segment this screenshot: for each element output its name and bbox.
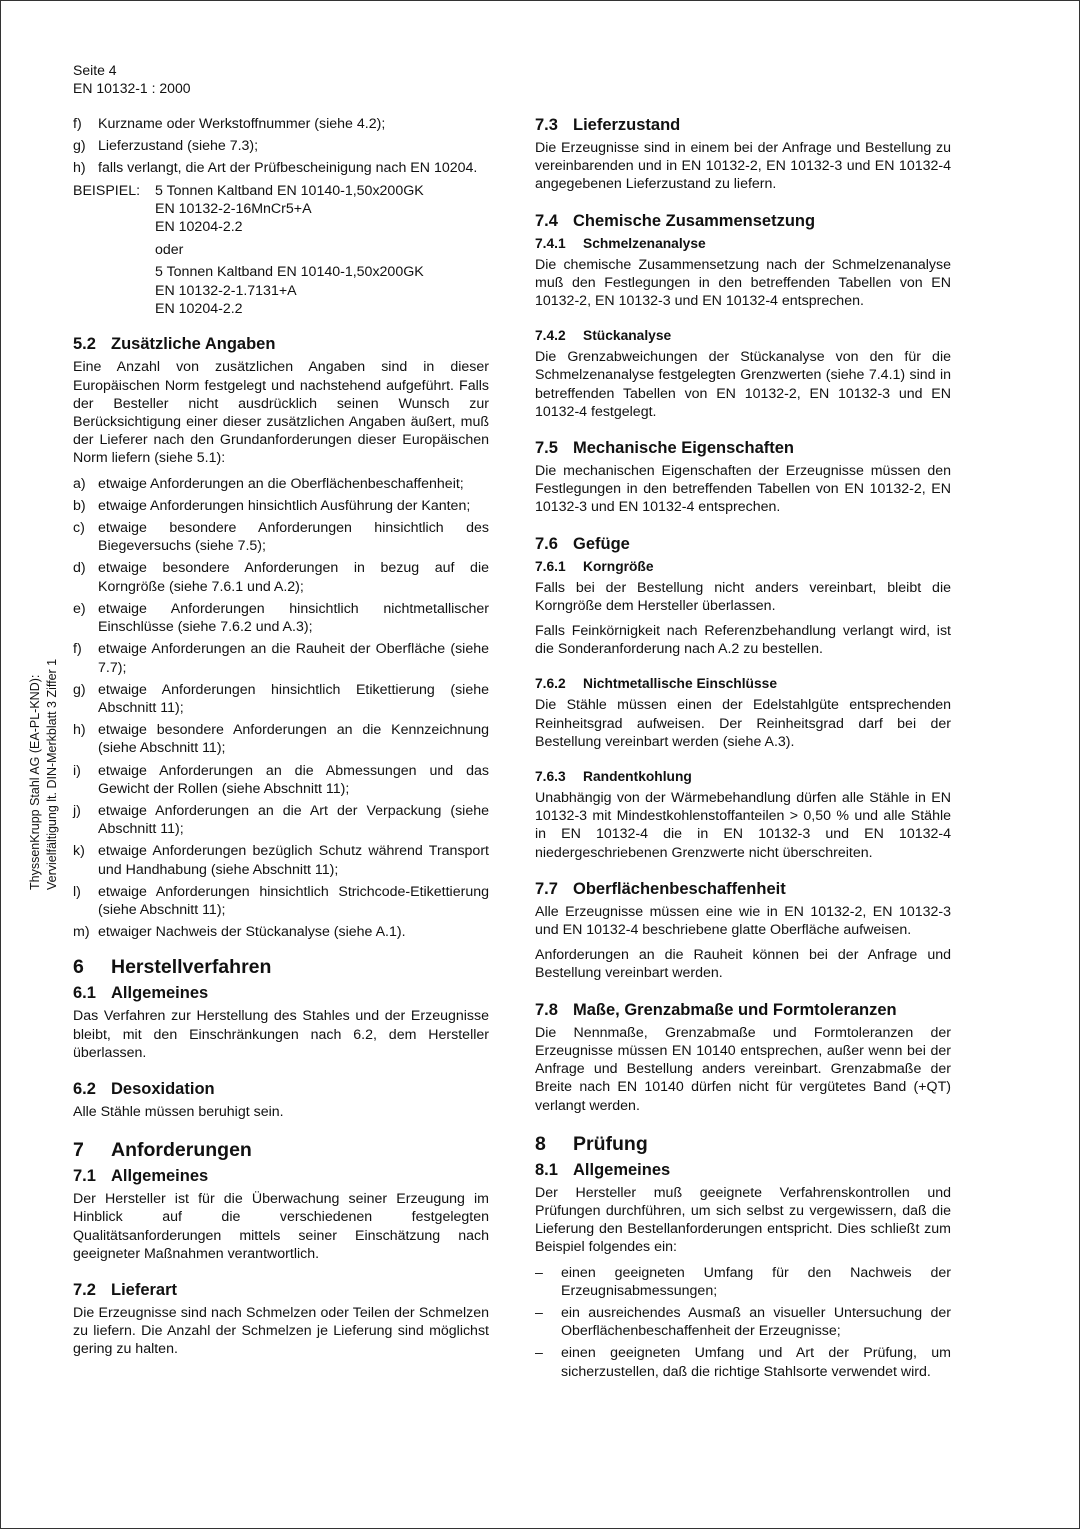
list-text: Kurzname oder Werkstoffnummer (siehe 4.2); — [98, 116, 386, 132]
section-heading-8: 8 Prüfung — [535, 1132, 648, 1155]
section-text: Die Erzeugnisse sind in einem bei der Anfrage und Bestellung zu vereinbarenden und in EN 10132-2, EN 10132-3 und EN 10132-4 angegebenen Lieferzustand zu liefern. — [535, 140, 951, 193]
section-text: Falls Feinkörnigkeit nach Referenzbehandlung verlangt wird, ist die Sonderanforderung nach A.2 zu bestellen. — [535, 623, 951, 658]
side-note-line-1: ThyssenKrupp Stahl AG (EA-PL-KND): — [28, 674, 42, 890]
list-item: m) etwaiger Nachweis der Stückanalyse (siehe A.1). — [73, 924, 406, 941]
list-marker: g) — [73, 138, 86, 155]
section-heading-5-2: 5.2 Zusätzliche Angaben — [73, 335, 276, 354]
section-text: Die Nennmaße, Grenzabmaße und Formtoleranzen der Erzeugnisse müssen EN 10140 entsprechen, außer wenn bei der Anfrage und Bestellung anders vereinbart. Grenzabmaße der Breite nach EN 10140 dürfen nicht für vergütetes Band (+QT) verlangt werden. — [535, 1024, 951, 1114]
section-heading-6-2: 6.2 Desoxidation — [73, 1079, 215, 1098]
right-column — [535, 115, 951, 1385]
list-item: a) etwaige Anforderungen an die Oberflächenbeschaffenheit; — [73, 475, 464, 492]
list-item: h) etwaige besondere Anforderungen an die Kennzeichnung (siehe Abschnitt 11); — [73, 722, 489, 757]
section-text: Die chemische Zusammensetzung nach der Schmelzenanalyse muß den Festlegungen in den betreffenden Tabellen von EN 10132-2, EN 10132-3 und EN 10132-4 entsprechen. — [535, 256, 951, 310]
inspection-list — [535, 1264, 951, 1381]
section-heading-7: 7 Anforderungen — [73, 1139, 252, 1162]
page-header — [73, 61, 191, 97]
section-text: Alle Erzeugnisse müssen eine wie in EN 10132-2, EN 10132-3 und EN 10132-4 beschriebene glatte Oberfläche aufweisen. — [535, 903, 951, 939]
list-item: b) etwaige Anforderungen hinsichtlich Ausführung der Kanten; — [73, 497, 471, 514]
section-heading-7-6-1: 7.6.1 Korngröße — [535, 558, 654, 574]
example-line: EN 10132-2-16MnCr5+A — [155, 201, 312, 218]
section-text: Die Stähle müssen einen der Edelstahlgüte entsprechenden Reinheitsgrad aufweisen. Der Reinheitsgrad darf bei der Bestellung vereinbart werden (siehe A.3). — [535, 697, 951, 750]
list-item: k) etwaige Anforderungen bezüglich Schutz während Transport und Handhabung (siehe Abschnitt 11); — [73, 843, 489, 878]
section-heading-7-7: 7.7 Oberflächenbeschaffenheit — [535, 879, 786, 898]
section-text: Die Grenzabweichungen der Stückanalyse von den für die Schmelzenanalyse festgelegten Grenzwerten (siehe 7.4.1) sind in betreffenden Tabellen von EN 10132-2, EN 10132-3 und EN 10132-4 festgelegt. — [535, 349, 951, 420]
page-number: Seite 4 — [73, 62, 117, 78]
list-item: – ein ausreichendes Ausmaß an visueller Untersuchung der Oberflächenbeschaffenheit der Erzeugnisse; — [535, 1304, 951, 1340]
list-item: i) etwaige Anforderungen an die Abmessungen und das Gewicht der Rollen (siehe Abschnitt 11); — [73, 762, 489, 797]
list-item — [73, 137, 489, 155]
list-marker: h) — [73, 160, 86, 177]
section-text: Der Hersteller muß geeignete Verfahrenskontrollen und Prüfungen durchführen, um sich selbst zu vergewissern, daß die Lieferung den Bestellanforderungen entspricht. Dies schließt zum Beispiel folgendes ein: — [535, 1184, 951, 1256]
section-heading-7-4-2: 7.4.2 Stückanalyse — [535, 328, 672, 344]
section-heading-7-4: 7.4 Chemische Zusammensetzung — [535, 211, 816, 230]
section-text: Das Verfahren zur Herstellung des Stahles und der Erzeugnisse bleibt, mit den Einschränkungen nach 6.2, dem Hersteller überlassen. — [73, 1008, 489, 1061]
section-text: Die Erzeugnisse sind nach Schmelzen oder Teilen der Schmelzen zu liefern. Die Anzahl der Schmelzen je Lieferung sind möglichst gering zu halten. — [73, 1304, 489, 1358]
left-column — [73, 115, 489, 1366]
example-line: oder — [155, 241, 184, 258]
list-item: g) etwaige Anforderungen hinsichtlich Etikettierung (siehe Abschnitt 11); — [73, 681, 489, 716]
side-note — [27, 570, 61, 890]
list-item: f) etwaige Anforderungen an die Rauheit der Oberfläche (siehe 7.7); — [73, 641, 489, 676]
section-text: Unabhängig von der Wärmebehandlung dürfen alle Stähle in EN 10132-3 mit Mindestkohlenstoffanteilen > 0,50 % und alle Stähle in EN 10132-4 die in EN 10132-3 und EN 10132-4 niedergeschriebenen Grenzwerte nicht überschreiten. — [535, 790, 951, 861]
norm-number: EN 10132-1 : 2000 — [73, 80, 191, 96]
example-line: 5 Tonnen Kaltband EN 10140-1,50x200GK — [155, 264, 424, 281]
list-text: falls verlangt, die Art der Prüfbescheinigung nach EN 10204. — [98, 160, 478, 177]
section-text: Falls bei der Bestellung nicht anders vereinbart, bleibt die Korngröße dem Hersteller überlassen. — [535, 579, 951, 614]
section-text: Eine Anzahl von zusätzlichen Angaben sind in dieser Europäischen Norm festgelegt und nachstehend aufgeführt. Falls der Besteller nicht ausdrücklich seinen Wunsch zur Berücksichtigung einer dieser zusätzlichen Angaben äußert, muß der Lieferer nach den Grundanforderungen dieser Europäischen Norm liefern (siehe 5.1): — [73, 359, 489, 467]
section-heading-7-8: 7.8 Maße, Grenzabmaße und Formtoleranzen — [535, 1000, 897, 1019]
section-text: Anforderungen an die Rauheit können bei der Anfrage und Bestellung vereinbart werden. — [535, 947, 951, 982]
list-item: l) etwaige Anforderungen hinsichtlich Strichcode-Etikettierung (siehe Abschnitt 11); — [73, 883, 489, 918]
list-item: c) etwaige besondere Anforderungen hinsichtlich des Biegeversuchs (siehe 7.5); — [73, 520, 489, 555]
section-heading-7-5: 7.5 Mechanische Eigenschaften — [535, 439, 794, 458]
example-line: EN 10204-2.2 — [155, 219, 243, 236]
section-heading-7-3: 7.3 Lieferzustand — [535, 116, 681, 134]
section-heading-7-1: 7.1 Allgemeines — [73, 1167, 209, 1186]
list-item: e) etwaige Anforderungen hinsichtlich nichtmetallischer Einschlüsse (siehe 7.6.2 und A.3); — [73, 600, 489, 636]
example-line: EN 10132-2-1.7131+A — [155, 282, 297, 299]
section-heading-8-1: 8.1 Allgemeines — [535, 1160, 671, 1179]
section-heading-6: 6 Herstellverfahren — [73, 956, 272, 979]
example-line: 5 Tonnen Kaltband EN 10140-1,50x200GK — [155, 182, 424, 199]
list-item — [73, 159, 489, 177]
section-heading-7-2: 7.2 Lieferart — [73, 1280, 178, 1299]
section-heading-7-4-1: 7.4.1 Schmelzenanalyse — [535, 235, 706, 251]
example-lines — [155, 182, 424, 319]
list-item: j) etwaige Anforderungen an die Art der Verpackung (siehe Abschnitt 11); — [73, 802, 489, 838]
list-item: d) etwaige besondere Anforderungen in bezug auf die Korngröße (siehe 7.6.1 und A.2); — [73, 560, 489, 595]
section-text: Alle Stähle müssen beruhigt sein. — [73, 1103, 284, 1120]
section-text: Die mechanischen Eigenschaften der Erzeugnisse müssen den Festlegungen in den betreffenden Tabellen von EN 10132-2, EN 10132-3 und EN 10132-4 entsprechen. — [535, 463, 951, 516]
section-heading-7-6-2: 7.6.2 Nichtmetallische Einschlüsse — [535, 676, 777, 692]
order-item-list — [73, 115, 489, 178]
section-heading-6-1: 6.1 Allgemeines — [73, 984, 209, 1003]
list-item — [73, 115, 489, 133]
list-text: Lieferzustand (siehe 7.3); — [98, 138, 259, 155]
list-item: – einen geeigneten Umfang und Art der Prüfung, um sicherzustellen, daß die richtige Stahlsorte verwendet wird. — [535, 1345, 951, 1380]
example-line: EN 10204-2.2 — [155, 301, 243, 318]
example-label: BEISPIEL: — [73, 182, 141, 199]
list-item: – einen geeigneten Umfang für den Nachweis der Erzeugnisabmessungen; — [535, 1264, 951, 1299]
section-text: Der Hersteller ist für die Überwachung seiner Erzeugung im Hinblick auf die verschiedenen festgelegten Qualitätsanforderungen mittels seiner Einschätzung nach geeigneter Maßnahmen verantwortlich. — [73, 1191, 489, 1262]
section-heading-7-6-3: 7.6.3 Randentkohlung — [535, 769, 692, 785]
section-heading-7-6: 7.6 Gefüge — [535, 534, 630, 553]
additional-options-list — [73, 475, 489, 942]
side-note-line-2: Vervielfältigung lt. DIN-Merkblatt 3 Ziffer 1 — [45, 658, 59, 890]
example-block — [73, 182, 489, 319]
list-marker: f) — [73, 116, 82, 132]
